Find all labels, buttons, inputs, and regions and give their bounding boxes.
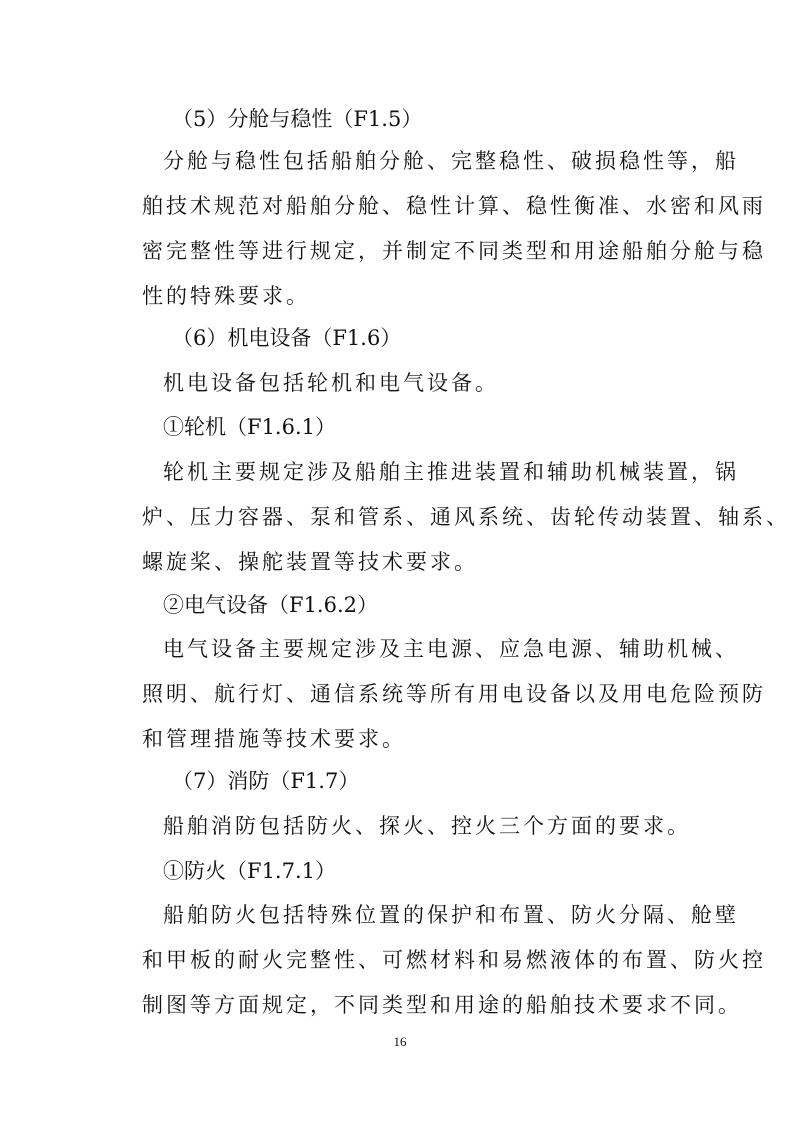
paragraph-line: 炉、压力容器、泵和管系、通风系统、齿轮传动装置、轴系、 [142,505,790,529]
paragraph-line: 和甲板的耐火完整性、可燃材料和易燃液体的布置、防火控 [142,948,766,972]
subsection-heading-6-2: ②电气设备（F1.6.2） [163,593,379,617]
section-heading-6: （6）机电设备（F1.6） [172,326,402,350]
paragraph-line: 制图等方面规定，不同类型和用途的船舶技术要求不同。 [142,993,742,1017]
subsection-heading-7-1: ①防火（F1.7.1） [163,859,337,883]
paragraph-line: 分舱与稳性包括船舶分舱、完整稳性、破损稳性等，船 [163,149,739,173]
paragraph-line: 船舶消防包括防火、探火、控火三个方面的要求。 [163,814,691,838]
paragraph-line: 螺旋桨、操舵装置等技术要求。 [142,550,478,574]
page-number: 16 [393,1034,407,1049]
paragraph-line: 密完整性等进行规定，并制定不同类型和用途船舶分舱与稳 [142,239,766,263]
paragraph-line: 照明、航行灯、通信系统等所有用电设备以及用电危险预防 [142,682,766,706]
paragraph-line: 电气设备主要规定涉及主电源、应急电源、辅助机械、 [163,637,739,661]
paragraph-line: 轮机主要规定涉及船舶主推进装置和辅助机械装置，锅 [163,460,739,484]
section-heading-5: （5）分舱与稳性（F1.5） [172,107,423,131]
paragraph-line: 和管理措施等技术要求。 [142,727,406,751]
paragraph-line: 性的特殊要求。 [142,284,310,308]
paragraph-line: 船舶防火包括特殊位置的保护和布置、防火分隔、舱壁 [163,903,739,927]
section-heading-7: （7）消防（F1.7） [172,769,360,793]
subsection-heading-6-1: ①轮机（F1.6.1） [163,415,337,439]
paragraph-line: 舶技术规范对船舶分舱、稳性计算、稳性衡准、水密和风雨 [142,194,766,218]
paragraph-line: 机电设备包括轮机和电气设备。 [163,371,499,395]
